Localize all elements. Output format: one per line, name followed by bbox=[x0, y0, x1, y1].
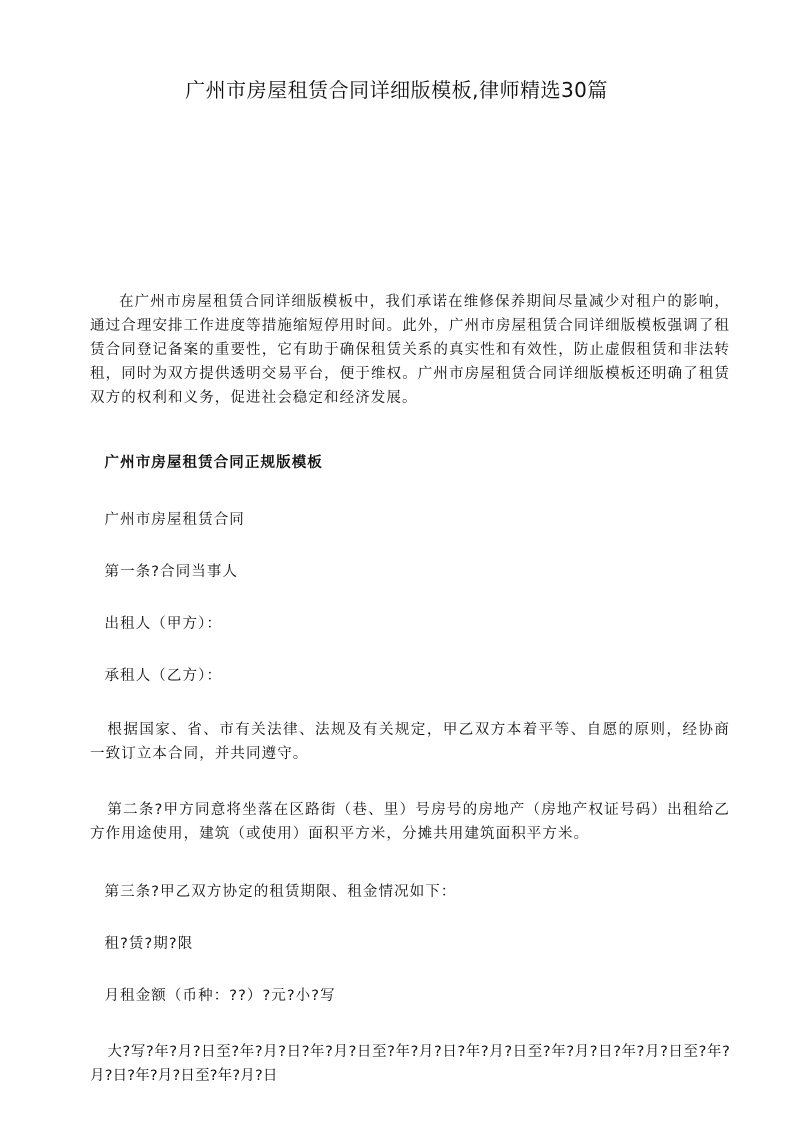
article-1: 第一条?合同当事人 bbox=[104, 564, 239, 580]
article-3: 第三条?甲乙双方协定的租赁期限、租金情况如下： bbox=[104, 884, 457, 900]
document-title: 广州市房屋租赁合同详细版模板,律师精选30篇 bbox=[185, 78, 608, 102]
lease-term-label: 租?赁?期?限 bbox=[104, 936, 194, 952]
monthly-rent-label: 月租金额（币种：??）?元?小?写 bbox=[104, 988, 336, 1004]
contract-title: 广州市房屋租赁合同 bbox=[104, 512, 245, 528]
article-2: 第二条?甲方同意将坐落在区路街（巷、里）号房号的房地产（房地产权证号码）出租给乙方作用途使用，建筑（或使用）面积平方米，分摊共用建筑面积平方米。 bbox=[90, 802, 730, 842]
preamble-paragraph: 根据国家、省、市有关法律、法规及有关规定，甲乙双方本着平等、自愿的原则，经协商一致订立本合同，并共同遵守。 bbox=[90, 722, 730, 762]
lessor-line: 出租人（甲方）： bbox=[104, 616, 223, 632]
intro-paragraph: 在广州市房屋租赁合同详细版模板中，我们承诺在维修保养期间尽量减少对租户的影响，通过合理安排工作进度等措施缩短停用时间。此外，广州市房屋租赁合同详细版模板强调了租赁合同登记备案的重要性，它有助于确保租赁关系的真实性和有效性，防止虚假租赁和非法转租，同时为双方提供透明交易平台，便于维权。广州市房屋租赁合同详细版模板还明确了租赁双方的权利和义务，促进社会稳定和经济发展。 bbox=[90, 294, 730, 406]
rent-dates-line: 大?写?年?月?日至?年?月?日?年?月?日至?年?月?日?年?月?日至?年?月?日?年?月?日至?年?月?日?年?月?日至?年?月?日 bbox=[90, 1044, 730, 1084]
lessee-line: 承租人（乙方）： bbox=[104, 668, 223, 684]
section-heading: 广州市房屋租赁合同正规版模板 bbox=[104, 455, 323, 471]
